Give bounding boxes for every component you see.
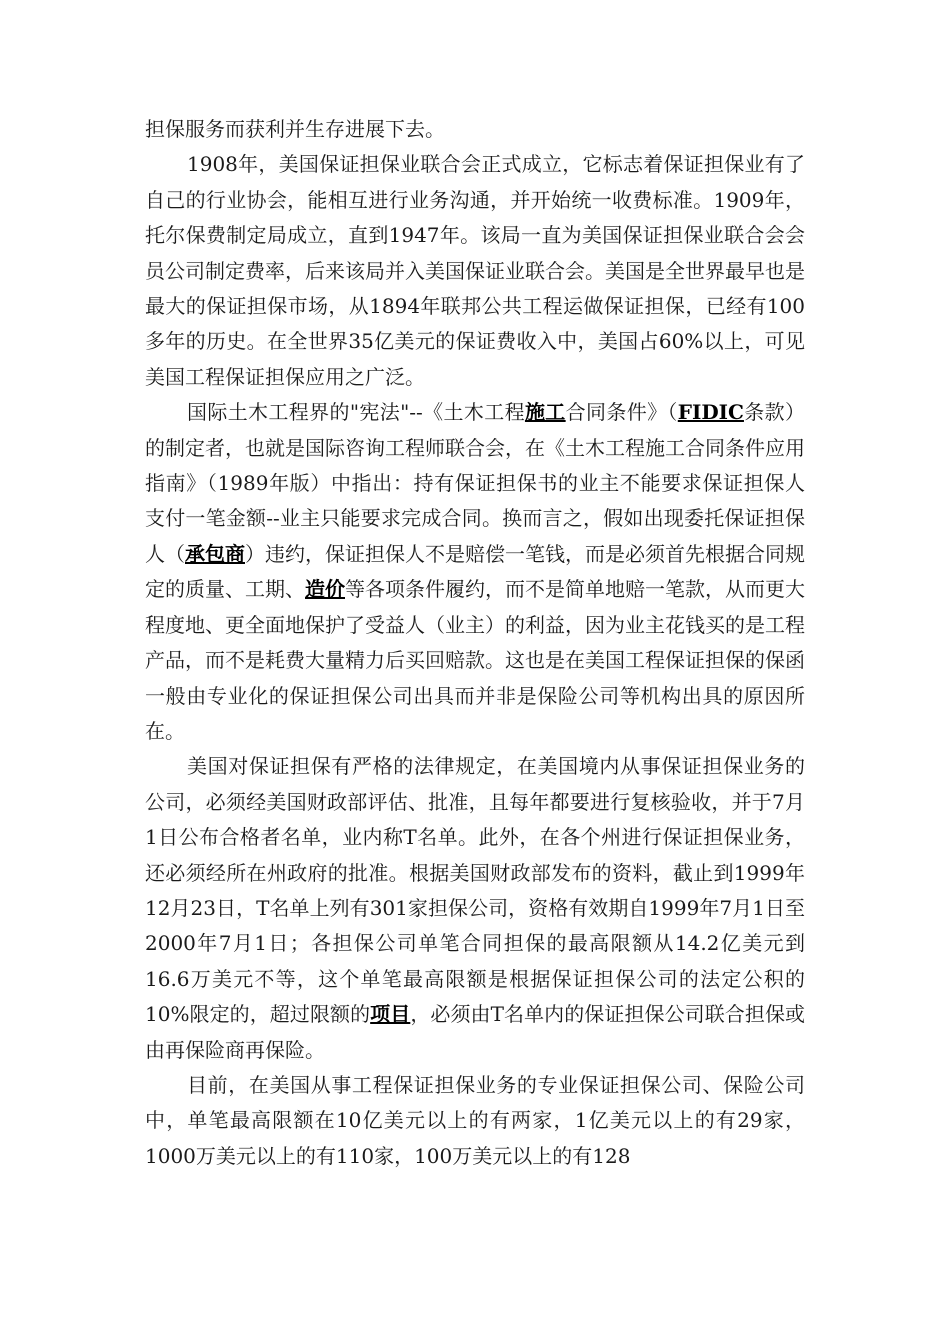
paragraph-text: 担保服务而获利并生存进展下去。: [145, 117, 445, 141]
document-body: [145, 112, 805, 1174]
paragraph-text: 目前，在美国从事工程保证担保业务的专业保证担保公司、保险公司中，单笔最高限额在10亿美元以上的有两家，1亿美元以上的有29家，1000万美元以上的有110家，100万美元以上的有128: [145, 1072, 805, 1168]
link-xiangmu[interactable]: 项目: [370, 1002, 411, 1027]
paragraph-text: ）违约，保证担保人不是赔偿一笔钱，而是必须首先根据合同规定的质量、工期、: [145, 541, 805, 602]
paragraph-text: ，必须由T名单内的保证担保公司联合担保或由再保险商再保险。: [145, 1002, 806, 1062]
paragraph-2: [145, 395, 805, 749]
paragraph-4: [145, 1068, 805, 1174]
paragraph-text: 等各项条件履约，而不是简单地赔一笔款，从而更大程度地、更全面地保护了受益人（业主）的利益，因为业主花钱买的是工程产品，而不是耗费大量精力后买回赔款。这也是在美国工程保证担保的保函一般由专业化的保证担保公司出具而并非是保险公司等机构出具的原因所在。: [145, 577, 805, 743]
link-zaojia[interactable]: 造价: [305, 577, 345, 602]
paragraph-text: 国际土木工程界的"宪法"--《土木工程: [187, 400, 525, 425]
paragraph-1: [145, 147, 805, 395]
paragraph-text: 合同条件》（: [565, 400, 678, 425]
paragraph-text: 美国对保证担保有严格的法律规定，在美国境内从事保证担保业务的公司，必须经美国财政部评估、批准，且每年都要进行复核验收，并于7月1日公布合格者名单，业内称T名单。此外，在各个州进行保证担保业务，还必须经所在州政府的批准。根据美国财政部发布的资料，截止到1999年12月23日，T名单上列有301家担保公司，资格有效期自1999年7月1日至2000年7月1日；各担保公司单笔合同担保的最高限额从14.2亿美元到16.6万美元不等，这个单笔最高限额是根据保证担保公司的法定公积的10%限定的，超过限额的: [145, 754, 805, 1027]
paragraph-3: [145, 749, 805, 1068]
paragraph-text: 条款）的制定者，也就是国际咨询工程师联合会，在《土木工程施工合同条件应用指南》（1989年版）中指出：持有保证担保书的业主不能要求保证担保人支付一笔金额--业主只能要求完成合同。换而言之，假如出现委托保证担保人（: [145, 400, 806, 566]
paragraph-0: [145, 112, 805, 147]
paragraph-text: 1908年，美国保证担保业联合会正式成立，它标志着保证担保业有了自己的行业协会，能相互进行业务沟通，并开始统一收费标准。1909年，托尔保费制定局成立，直到1947年。该局一直为美国保证担保业联合会会员公司制定费率，后来该局并入美国保证业联合会。美国是全世界最早也是最大的保证担保市场，从1894年联邦公共工程运做保证担保，已经有100多年的历史。在全世界35亿美元的保证费收入中，美国占60%以上，可见美国工程保证担保应用之广泛。: [145, 152, 805, 389]
link-chengbaoshang[interactable]: 承包商: [185, 541, 245, 566]
link-shigong[interactable]: 施工: [524, 400, 566, 425]
link-fidic[interactable]: FIDIC: [677, 400, 744, 425]
